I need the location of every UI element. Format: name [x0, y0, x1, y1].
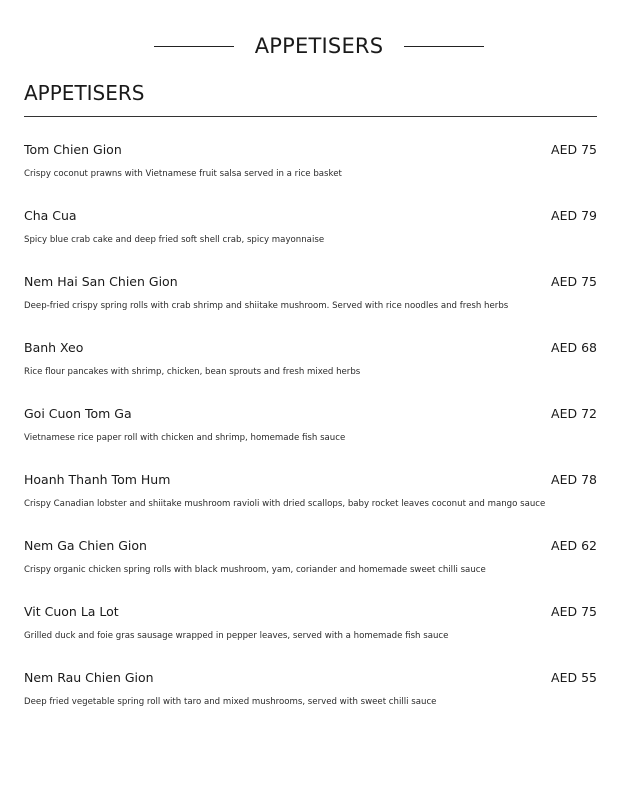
menu-list [24, 141, 597, 735]
menu-item [24, 141, 597, 207]
item-description: Crispy coconut prawns with Vietnamese fruit salsa served in a rice basket [24, 169, 342, 179]
item-price: AED 68 [551, 340, 597, 355]
item-price: AED 75 [551, 274, 597, 289]
item-price: AED 78 [551, 472, 597, 487]
item-name: Vit Cuon La Lot [24, 604, 119, 619]
page-title: APPETISERS [254, 34, 384, 58]
item-description: Crispy Canadian lobster and shiitake mushroom ravioli with dried scallops, baby rocket leaves coconut and mango sauce [24, 499, 546, 509]
item-name: Banh Xeo [24, 340, 84, 355]
menu-item [24, 669, 597, 735]
section-title: APPETISERS [24, 81, 145, 105]
item-description: Vietnamese rice paper roll with chicken and shrimp, homemade fish sauce [24, 433, 346, 443]
item-price: AED 62 [551, 538, 597, 553]
menu-item [24, 537, 597, 603]
menu-item [24, 405, 597, 471]
page-header [0, 30, 638, 62]
item-name: Hoanh Thanh Tom Hum [24, 472, 171, 487]
menu-item [24, 339, 597, 405]
item-description: Rice flour pancakes with shrimp, chicken, bean sprouts and fresh mixed herbs [24, 367, 361, 377]
item-price: AED 72 [551, 406, 597, 421]
item-price: AED 55 [551, 670, 597, 685]
item-name: Nem Ga Chien Gion [24, 538, 147, 553]
menu-item [24, 207, 597, 273]
item-name: Nem Hai San Chien Gion [24, 274, 178, 289]
item-description: Deep fried vegetable spring roll with taro and mixed mushrooms, served with sweet chilli sauce [24, 697, 437, 707]
item-name: Nem Rau Chien Gion [24, 670, 154, 685]
item-description: Crispy organic chicken spring rolls with black mushroom, yam, coriander and homemade sweet chilli sauce [24, 565, 486, 575]
item-name: Cha Cua [24, 208, 77, 223]
item-price: AED 79 [551, 208, 597, 223]
item-description: Spicy blue crab cake and deep fried soft shell crab, spicy mayonnaise [24, 235, 325, 245]
item-description: Grilled duck and foie gras sausage wrapped in pepper leaves, served with a homemade fish sauce [24, 631, 449, 641]
header-rule-right [404, 46, 484, 47]
menu-item [24, 471, 597, 537]
item-price: AED 75 [551, 604, 597, 619]
item-name: Tom Chien Gion [24, 142, 122, 157]
menu-item [24, 273, 597, 339]
item-description: Deep-fried crispy spring rolls with crab shrimp and shiitake mushroom. Served with rice noodles and fresh herbs [24, 301, 509, 311]
section-divider [24, 116, 597, 117]
item-price: AED 75 [551, 142, 597, 157]
header-rule-left [154, 46, 234, 47]
item-name: Goi Cuon Tom Ga [24, 406, 132, 421]
menu-item [24, 603, 597, 669]
